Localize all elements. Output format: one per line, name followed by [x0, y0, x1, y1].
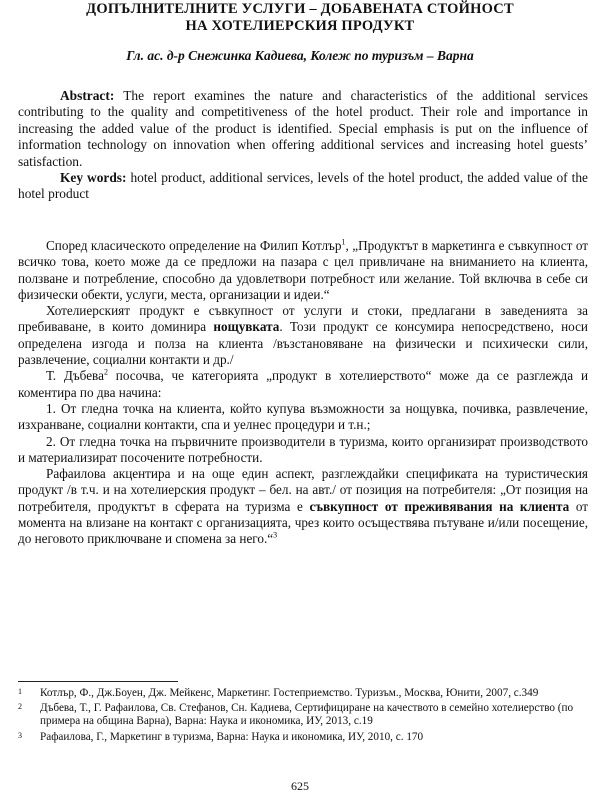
paragraph-3-text-a: Т. Дъбева — [46, 368, 104, 384]
keywords-paragraph — [18, 170, 588, 203]
abstract-paragraph — [18, 88, 588, 170]
footnote-ref-3: 3 — [273, 530, 278, 540]
footnote-ref-1: 1 — [341, 237, 346, 247]
footnote-number: 3 — [18, 730, 22, 740]
footnote-text: Дъбева, Т., Г. Рафаилова, Св. Стефанов, Сн. Кадиева, Сертифициране на качеството в семейно хотелиерство (по примера на община Варна), Варна: Наука и икономика, ИУ, 2013, с.19 — [40, 702, 574, 728]
paragraph-6 — [18, 466, 588, 547]
footnotes — [18, 687, 578, 746]
paragraph-1 — [18, 238, 588, 303]
page-number: 625 — [291, 779, 309, 793]
footnote-number: 2 — [18, 702, 22, 712]
author-line: Гл. ас. д-р Снежинка Кадиева, Колеж по туризъм – Варна — [126, 48, 474, 63]
footnote-text: Рафаилова, Г., Маркетинг в туризма, Варна: Наука и икономика, ИУ, 2010, с. 170 — [40, 730, 424, 743]
footnote — [18, 702, 578, 728]
paragraph-1-text-b: , „Продуктът в маркетинга е съвкупност от всичко това, което може да се предложи на пазара с цел привличане на вниманието на клиента, ползване и потребление, способно да удовлетвори потребност или желание. Той включва в себе си физически обекти, услуги, места, организации и идеи.“ — [18, 238, 589, 302]
paragraph-6-text-a: Рафаилова акцентира и на още един аспект, разглеждайки спецификата на туристическия продукт /в т.ч. и на хотелиерския продукт – бел. на авт./ от позиция на потребителя: „От позиция на потребителя, продуктът в сферата на туризма е — [18, 466, 588, 514]
keywords-label: Key words: — [60, 170, 127, 186]
footnote — [18, 731, 578, 744]
abstract-label: Abstract: — [60, 88, 115, 103]
paragraph-6-text-b: от момента на влизане на контакт с организацията, чрез които осъществява пътуване и/или посещение, до неговото приключване и спомена за него.“ — [18, 498, 589, 547]
paragraph-2-bold: нощувката — [213, 319, 280, 335]
body-text — [18, 238, 588, 548]
paragraph-2-text-b: . Този продукт се консумира непосредствено, носи определена изгода и полза на клиента /възстановяване на физически и психически сили, развлечение, социални контакти и др./ — [18, 319, 588, 368]
footnote — [18, 687, 578, 700]
paragraph-3 — [18, 368, 588, 401]
footnote-divider — [18, 681, 178, 682]
paragraph-3-text-b: посочва, че категорията „продукт в хотелиерството“ може да се разглежда и коментира по два начина: — [18, 368, 589, 400]
paragraph-2-text-a: Хотелиерският продукт е съвкупност от услуги и стоки, предлагани в заведенията за пребиваване, в които доминира — [18, 303, 588, 335]
abstract-text: The report examines the nature and characteristics of the additional services contributing to the quality and competitiveness of the hotel product. Their role and importance in increasing the added value of the product is identified. Special emphasis is put on the influence of information technology on innovation when offering additional services and increasing hotel guests’ satisfaction. — [18, 88, 588, 169]
paper-title-line-1: ДОПЪЛНИТЕЛНИТЕ УСЛУГИ – ДОБАВЕНАТА СТОЙНОСТ — [86, 1, 514, 17]
footnote-ref-2: 2 — [103, 367, 108, 377]
footnote-number: 1 — [18, 687, 22, 696]
keywords-text: hotel product, additional services, levels of the hotel product, the added value of the hotel product — [18, 170, 588, 202]
paragraph-4: 1. От гледна точка на клиента, който купува възможности за нощувка, почивка, развлечение, изхранване, социални контакти, спа и уелнес процедури и т.н.; — [18, 400, 588, 433]
paragraph-2 — [18, 303, 588, 368]
paragraph-6-bold: съвкупност от преживявания на клиента — [309, 498, 570, 514]
footnote-text: Котлър, Ф., Дж.Боуен, Дж. Мейкенс, Маркетинг. Гостеприемство. Туризъм., Москва, Юнити, 2007, с.349 — [40, 687, 539, 699]
paragraph-1-text-a: Според класическото определение на Филип Котлър — [46, 238, 342, 253]
paper-title-line-2: НА ХОТЕЛИЕРСКИЯ ПРОДУКТ — [185, 18, 415, 34]
abstract-block — [18, 88, 588, 203]
paragraph-5: 2. От гледна точка на първичните производители в туризма, които организират производството и материализират посочените потребности. — [18, 433, 588, 465]
